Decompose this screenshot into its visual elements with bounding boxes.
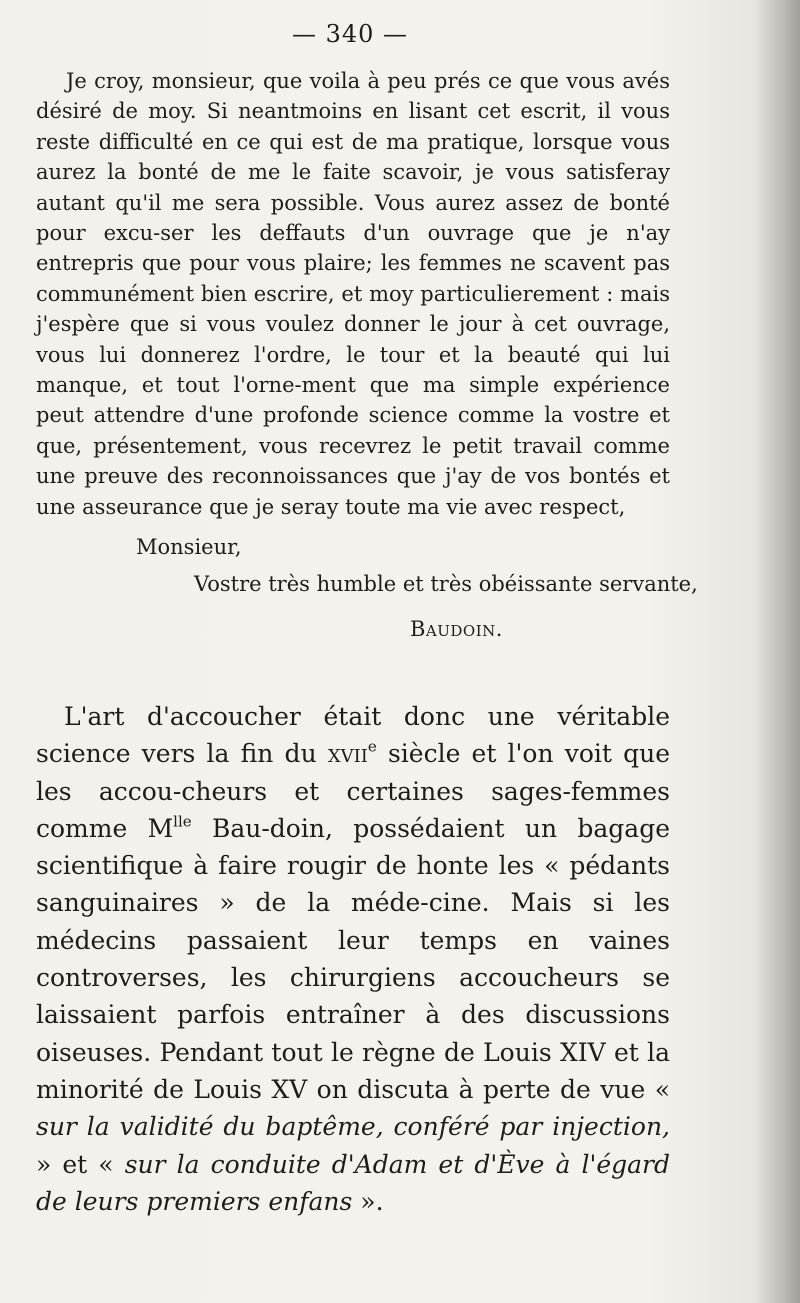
page-number: — 340 — bbox=[291, 20, 409, 48]
page-gutter-shadow bbox=[756, 0, 800, 1303]
body-part-4: » et « bbox=[36, 1149, 125, 1179]
quote-adam-eve: sur la conduite d'Adam et d'Ève à l'égard de leurs premiers enfans bbox=[36, 1149, 670, 1216]
body-paragraph bbox=[36, 698, 670, 1220]
body-part-2: siècle et l'on voit que les accou-cheurs et certaines sages-femmes comme M bbox=[36, 739, 671, 843]
body-part-1: L'art d'accoucher était donc une véritable science vers la fin du bbox=[36, 702, 670, 769]
letter-text bbox=[36, 66, 670, 522]
century-numeral: xvii bbox=[327, 739, 368, 769]
letter-signature: Baudoin. bbox=[410, 617, 503, 641]
body-part-5: ». bbox=[352, 1186, 384, 1216]
title-superscript: lle bbox=[173, 812, 192, 831]
letter-closing: Vostre très humble et très obéissante servante, bbox=[194, 572, 698, 596]
letter-paragraph: Je croy, monsieur, que voila à peu prés ce que vous avés désiré de moy. Si neantmoins en lisant cet escrit, il vous reste difficulté en ce qui est de ma pratique, lorsque vous aurez la bonté de me le faite scavoir, je vous satisferay autant qu'il me sera possible. Vous aurez assez de bonté pour excu-ser les deffauts d'un ouvrage que je n'ay entrepris que pour vous plaire; les femmes ne scavent pas communément bien escrire, et moy particulierement : mais j'espère que si vous voulez donner le jour à cet ouvrage, vous lui donnerez l'ordre, le tour et la beauté qui lui manque, et tout l'orne-ment que ma simple expérience peut attendre d'une profonde science comme la vostre et que, présentement, vous recevrez le petit travail comme une preuve des reconnoissances que j'ay de vos bontés et une asseurance que je seray toute ma vie avec respect, bbox=[36, 69, 670, 519]
letter-salutation: Monsieur, bbox=[136, 535, 242, 559]
quote-baptism: sur la validité du baptême, conféré par injection, bbox=[36, 1112, 670, 1142]
century-superscript: e bbox=[367, 737, 377, 756]
body-part-3: Bau-doin, possédaient un bagage scientifique à faire rougir de honte les « pédants sanguinaires » de la méde-cine. Mais si les médecins passaient leur temps en vaines controverses, les chirurgiens accoucheurs se laissaient parfois entraîner à des discussions oiseuses. Pendant tout le règne de Louis XIV et la minorité de Louis XV on discuta à perte de vue « bbox=[36, 813, 670, 1104]
body-text bbox=[36, 698, 670, 1220]
